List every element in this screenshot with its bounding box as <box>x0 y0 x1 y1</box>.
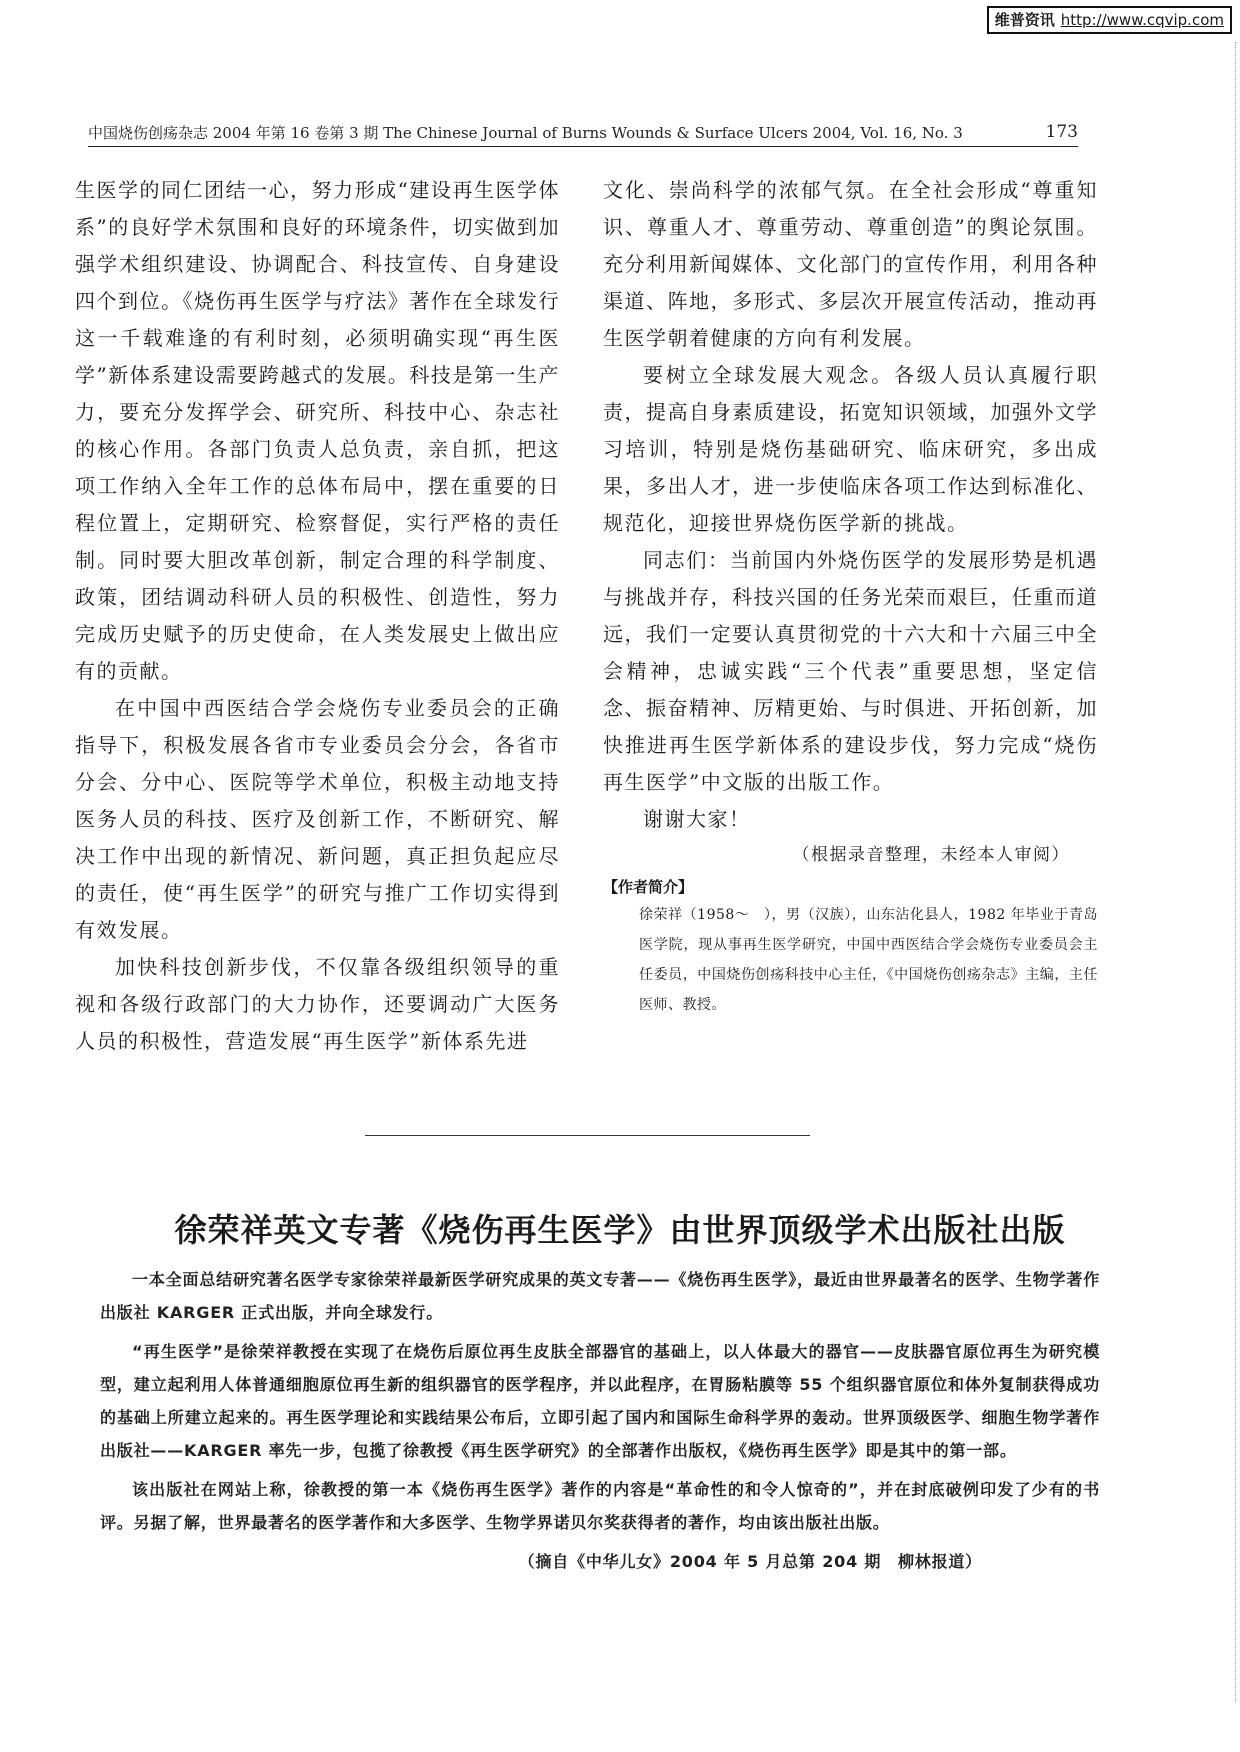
article-title: 徐荣祥英文专著《烧伤再生医学》由世界顶级学术出版社出版 <box>174 1211 1066 1249</box>
paragraph: 生医学的同仁团结一心，努力形成“建设再生医学体系”的良好学术氛围和良好的环境条件，切实做到加强学术组织建设、协调配合、科技宣传、自身建设四个到位。《烧伤再生医学与疗法》著作在全球发行这一千载难逢的有利时刻，必须明确实现“再生医学”新体系建设需要跨越式的发展。科技是第一生产力，要充分发挥学会、研究所、科技中心、杂志社的核心作用。各部门负责人总负责，亲自抓，把这项工作纳入全年工作的总体布局中，摆在重要的日程位置上，定期研究、检察督促，实行严格的责任制。同时要大胆改革创新，制定合理的科学制度、政策，团结调动科研人员的积极性、创造性，努力完成历史赋予的历史使命，在人类发展史上做出应有的贡献。 <box>75 178 560 683</box>
paragraph: 文化、崇尚科学的浓郁气氛。在全社会形成“尊重知识、尊重人才、尊重劳动、尊重创造”的舆论氛围。充分利用新闻媒体、文化部门的宣传作用，利用各种渠道、阵地，多形式、多层次开展宣传活动，推动再生医学朝着健康的方向有利发展。 <box>603 178 1098 350</box>
author-bio-heading: 【作者简介】 <box>603 878 694 896</box>
watermark <box>987 6 1232 34</box>
paragraph: 要树立全球发展大观念。各级人员认真履行职责，提高自身素质建设，拓宽知识领域，加强外文学习培训，特别是烧伤基础研究、临床研究，多出成果，多出人才，进一步使临床各项工作达到标准化、规范化，迎接世界烧伤医学新的挑战。 <box>603 363 1098 535</box>
article-body <box>100 1263 1100 1584</box>
paragraph: 在中国中西医结合学会烧伤专业委员会的正确指导下，积极发展各省市专业委员会分会，各省市分会、分中心、医院等学术单位，积极主动地支持医务人员的科技、医疗及创新工作，不断研究、解决工作中出现的新情况、新问题，真正担负起应尽的责任，使“再生医学”的研究与推广工作切实得到有效发展。 <box>75 696 560 942</box>
paragraph: 谢谢大家！ <box>643 807 751 831</box>
article-paragraph: “再生医学”是徐荣祥教授在实现了在烧伤后原位再生皮肤全部器官的基础上，以人体最大的器官——皮肤器官原位再生为研究模型，建立起利用人体普通细胞原位再生新的组织器官的医学程序，并以此程序，在胃肠粘膜等 55 个组织器官原位和体外复制获得成功的基础上所建立起来的。再生医学理论和实践结果公布后，立即引起了国内和国际生命科学界的轰动。世界顶级医学、细胞生物学著作出版社——KARGER 率先一步，包揽了徐教授《再生医学研究》的全部著作出版权，《烧伤再生医学》即是其中的第一部。 <box>100 1342 1100 1460</box>
watermark-url[interactable]: http://www.cqvip.com <box>1060 11 1224 29</box>
header-rule <box>88 146 1078 147</box>
paragraph: 加快科技创新步伐，不仅靠各级组织领导的重视和各级行政部门的大力协作，还要调动广大医务人员的积极性，营造发展“再生医学”新体系先进 <box>75 955 560 1053</box>
section-divider <box>365 1135 810 1136</box>
article-paragraph: 一本全面总结研究著名医学专家徐荣祥最新医学研究成果的英文专著——《烧伤再生医学》，最近由世界最著名的医学、生物学著作出版社 KARGER 正式出版，并向全球发行。 <box>100 1270 1100 1322</box>
transcript-note: （根据录音整理，未经本人审阅） <box>792 845 1070 865</box>
watermark-brand: 维普资讯 <box>994 11 1055 29</box>
right-column <box>603 172 1098 1020</box>
scan-edge-line <box>1234 42 1236 1702</box>
journal-header: 中国烧伤创疡杂志 2004 年第 16 卷第 3 期 The Chinese Journal of Burns Wounds & Surface Ulcers 2004, Vol. 16, No. 3 <box>88 124 963 142</box>
paragraph: 同志们：当前国内外烧伤医学的发展形势是机遇与挑战并存，科技兴国的任务光荣而艰巨，任重而道远，我们一定要认真贯彻党的十六大和十六届三中全会精神，忠诚实践“三个代表”重要思想，坚定信念、振奋精神、厉精更始、与时俱进、开拓创新，加快推进再生医学新体系的建设步伐，努力完成“烧伤再生医学”中文版的出版工作。 <box>603 548 1098 794</box>
author-bio-text: 徐荣祥（1958～ ），男（汉族），山东沾化县人，1982 年毕业于青岛医学院，现从事再生医学研究，中国中西医结合学会烧伤专业委员会主任委员，中国烧伤创疡科技中心主任，《中国烧伤创疡杂志》主编，主任医师、教授。 <box>639 907 1098 1013</box>
left-column <box>75 172 560 1060</box>
article-source: （摘自《中华儿女》2004 年 5 月总第 204 期 柳林报道） <box>518 1552 982 1571</box>
article-paragraph: 该出版社在网站上称，徐教授的第一本《烧伤再生医学》著作的内容是“革命性的和令人惊奇的”，并在封底破例印发了少有的书评。另据了解，世界最著名的医学著作和大多医学、生物学界诺贝尔奖获得者的著作，均由该出版社出版。 <box>100 1480 1100 1532</box>
page-number: 173 <box>1045 122 1078 142</box>
